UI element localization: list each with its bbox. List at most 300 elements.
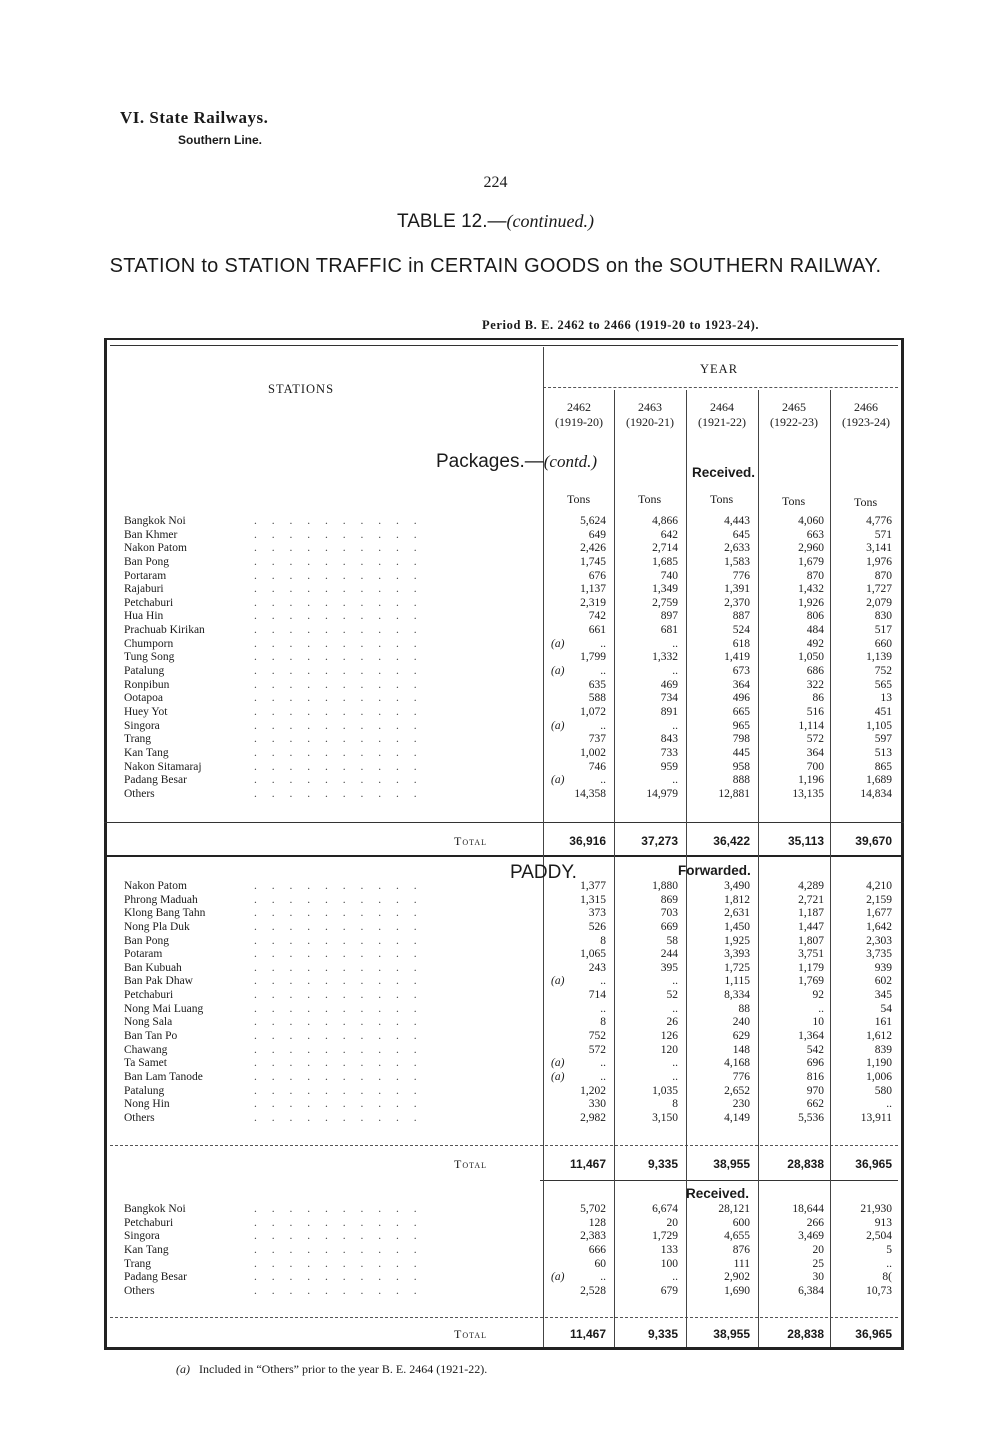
cell-value: 673 — [732, 665, 750, 678]
period-line: Period B. E. 2462 to 2466 (1919-20 to 1923-24). — [482, 318, 760, 332]
cell-value: 2,960 — [798, 542, 824, 555]
cell-value: 1,799 — [580, 651, 606, 664]
cell-value: 1,196 — [798, 774, 824, 787]
station-name: Others — [124, 787, 155, 800]
cell-value: 1,679 — [798, 555, 824, 568]
paddy-forwarded-label: Forwarded. — [678, 863, 751, 878]
total-label: Total — [454, 834, 488, 848]
cell-value: 28,121 — [718, 1203, 750, 1215]
packages-total-row — [124, 834, 892, 850]
table-row — [124, 774, 892, 788]
footnote-ref: (a) — [551, 975, 565, 988]
cell-value: 1,190 — [866, 1057, 892, 1070]
table-row — [124, 989, 892, 1003]
leader-dots: . . . . . . . . . . — [254, 1230, 423, 1243]
station-name: Nong Sala — [124, 1016, 173, 1029]
cell-value: 496 — [732, 692, 750, 705]
cell-value: 1,685 — [652, 555, 678, 568]
cell-value: 806 — [806, 610, 824, 623]
table-row — [124, 597, 892, 611]
cell-value: 1,769 — [798, 975, 824, 988]
leader-dots: . . . . . . . . . . — [254, 920, 423, 933]
cell-value: 1,002 — [580, 746, 606, 759]
cell-value: 2,652 — [724, 1084, 750, 1097]
cell-value: .. — [600, 1002, 606, 1015]
cell-value: 1,729 — [652, 1230, 678, 1243]
cell-value: .. — [672, 1057, 678, 1070]
cell-value: 669 — [660, 920, 678, 933]
cell-value: 1,450 — [724, 920, 750, 933]
cell-value: 13 — [880, 692, 892, 705]
cell-value: 8,334 — [724, 989, 750, 1002]
cell-value: 602 — [874, 975, 892, 988]
station-name: Patalung — [124, 665, 165, 678]
year-col-5 — [832, 400, 900, 430]
cell-value: 897 — [660, 610, 678, 623]
cell-value: 1,377 — [580, 880, 606, 892]
cell-value: 10 — [812, 1016, 824, 1029]
year-col-1 — [545, 400, 613, 430]
leader-dots: . . . . . . . . . . — [254, 961, 423, 974]
leader-dots: . . . . . . . . . . — [254, 1257, 423, 1270]
cell-value: 30 — [812, 1271, 824, 1284]
cell-value: .. — [600, 774, 606, 787]
cell-value: 816 — [806, 1070, 824, 1083]
cell-value: 4,149 — [724, 1111, 750, 1124]
station-name: Prachuab Kirikan — [124, 624, 205, 637]
cell-value: 1,391 — [724, 583, 750, 596]
cell-value: 12,881 — [718, 787, 750, 800]
cell-value: 26 — [666, 1016, 678, 1029]
table-row — [124, 1230, 892, 1244]
table-row — [124, 1085, 892, 1099]
cell-value: 2,426 — [580, 542, 606, 555]
station-name: Tung Song — [124, 651, 175, 664]
leader-dots: . . . . . . . . . . — [254, 515, 423, 527]
cell-value: 2,079 — [866, 596, 892, 609]
leader-dots: . . . . . . . . . . — [254, 746, 423, 759]
table-row — [124, 692, 892, 706]
cell-value: 681 — [660, 624, 678, 637]
cell-value: 3,141 — [866, 542, 892, 555]
table-label: TABLE 12.— — [397, 211, 507, 232]
cell-value: 1,139 — [866, 651, 892, 664]
table-continued: (continued.) — [506, 211, 594, 231]
cell-value: 322 — [806, 678, 824, 691]
cell-value: 635 — [588, 678, 606, 691]
cell-value: 597 — [874, 733, 892, 746]
cell-value: 1,065 — [580, 948, 606, 961]
table-row — [124, 529, 892, 543]
cell-value: .. — [672, 1271, 678, 1284]
paddy-label: PADDY. — [510, 862, 577, 883]
section-title: VI. State Railways. — [120, 108, 269, 127]
footnote-ref: (a) — [551, 637, 565, 650]
cell-value: 1,745 — [580, 555, 606, 568]
cell-value: .. — [672, 665, 678, 678]
station-name: Petchaburi — [124, 1216, 174, 1229]
leader-dots: . . . . . . . . . . — [254, 637, 423, 650]
cell-value: 2,159 — [866, 893, 892, 906]
cell-value: .. — [600, 665, 606, 678]
cell-value: 14,979 — [646, 787, 678, 800]
leader-dots: . . . . . . . . . . — [254, 528, 423, 541]
cell-value: 913 — [874, 1216, 892, 1229]
received-total-rule — [110, 1317, 898, 1318]
leader-dots: . . . . . . . . . . — [254, 678, 423, 691]
paddy-received-label: Received. — [686, 1186, 750, 1201]
leader-dots: . . . . . . . . . . — [254, 989, 423, 1002]
footnote-ref: (a) — [551, 665, 565, 678]
total-value: 37,273 — [641, 834, 678, 848]
total-value: 36,422 — [713, 834, 750, 848]
leader-dots: . . . . . . . . . . — [254, 1016, 423, 1029]
leader-dots: . . . . . . . . . . — [254, 774, 423, 787]
cell-value: 740 — [660, 569, 678, 582]
total-value: 11,467 — [569, 1157, 606, 1171]
cell-value: 1,137 — [580, 583, 606, 596]
cell-value: 4,443 — [724, 515, 750, 527]
table-row — [124, 1030, 892, 1044]
table-row — [124, 733, 892, 747]
table-row — [124, 651, 892, 665]
cell-value: 54 — [880, 1002, 892, 1015]
table-row — [124, 1044, 892, 1058]
cell-value: 345 — [874, 989, 892, 1002]
leader-dots: . . . . . . . . . . — [254, 596, 423, 609]
cell-value: 4,776 — [866, 515, 892, 527]
cell-value: 395 — [660, 961, 678, 974]
footnote-ref: (a) — [551, 1057, 565, 1070]
cell-value: 2,303 — [866, 934, 892, 947]
cell-value: 60 — [594, 1257, 606, 1270]
page-number: 224 — [483, 174, 508, 191]
leader-dots: . . . . . . . . . . — [254, 880, 423, 892]
cell-value: 776 — [732, 569, 750, 582]
cell-value: 128 — [588, 1216, 606, 1229]
leader-dots: . . . . . . . . . . — [254, 1271, 423, 1284]
cell-value: 92 — [812, 989, 824, 1002]
cell-value: 1,315 — [580, 893, 606, 906]
cell-value: 492 — [806, 637, 824, 650]
paddy-section-rule — [104, 855, 904, 857]
cell-value: 958 — [732, 760, 750, 773]
table-row — [124, 948, 892, 962]
cell-value: 4,289 — [798, 880, 824, 892]
cell-value: 4,655 — [724, 1230, 750, 1243]
station-name: Nakon Patom — [124, 880, 187, 892]
station-name: Klong Bang Tahn — [124, 907, 206, 920]
station-name: Padang Besar — [124, 774, 187, 787]
station-name: Others — [124, 1284, 155, 1297]
cell-value: 2,383 — [580, 1230, 606, 1243]
cell-value: 1,926 — [798, 596, 824, 609]
cell-value: 891 — [660, 705, 678, 718]
cell-value: 120 — [660, 1043, 678, 1056]
cell-value: 10,73 — [866, 1284, 892, 1297]
cell-value: 714 — [588, 989, 606, 1002]
cell-value: 330 — [588, 1098, 606, 1111]
unit-label: Tons — [567, 492, 591, 506]
cell-value: 13,135 — [792, 787, 824, 800]
footnote-ref: (a) — [551, 774, 565, 787]
leader-dots: . . . . . . . . . . — [254, 733, 423, 746]
cell-value: 696 — [806, 1057, 824, 1070]
leader-dots: . . . . . . . . . . — [254, 1216, 423, 1229]
station-name: Others — [124, 1111, 155, 1124]
table-row — [124, 570, 892, 584]
station-name: Kan Tang — [124, 746, 169, 759]
cell-value: 843 — [660, 733, 678, 746]
cell-value: 126 — [660, 1030, 678, 1043]
cell-value: 3,393 — [724, 948, 750, 961]
total-value: 28,838 — [787, 1157, 824, 1171]
table-row — [124, 1098, 892, 1112]
cell-value: 484 — [806, 624, 824, 637]
table-row — [124, 1258, 892, 1272]
cell-value: .. — [672, 774, 678, 787]
leader-dots: . . . . . . . . . . — [254, 610, 423, 623]
table-row — [124, 706, 892, 720]
leader-dots: . . . . . . . . . . — [254, 1243, 423, 1256]
cell-value: 1,332 — [652, 651, 678, 664]
cell-value: 649 — [588, 528, 606, 541]
table-row — [124, 542, 892, 556]
cell-value: 100 — [660, 1257, 678, 1270]
footnote-ref: (a) — [551, 719, 565, 732]
leader-dots: . . . . . . . . . . — [254, 787, 423, 800]
total-value: 35,113 — [787, 834, 824, 848]
table-row — [124, 1203, 892, 1217]
table-row — [124, 1003, 892, 1017]
cell-value: .. — [600, 1271, 606, 1284]
leader-dots: . . . . . . . . . . — [254, 975, 423, 988]
leader-dots: . . . . . . . . . . — [254, 1203, 423, 1215]
cell-value: 1,187 — [798, 907, 824, 920]
year-header: YEAR — [700, 362, 739, 376]
cell-value: 469 — [660, 678, 678, 691]
table-row — [124, 975, 892, 989]
cell-value: 1,364 — [798, 1030, 824, 1043]
table-row — [124, 1285, 892, 1299]
total-value: 38,955 — [713, 1327, 750, 1341]
cell-value: 645 — [732, 528, 750, 541]
cell-value: 364 — [806, 746, 824, 759]
cell-value: 676 — [588, 569, 606, 582]
leader-dots: . . . . . . . . . . — [254, 1030, 423, 1043]
cell-value: 2,759 — [652, 596, 678, 609]
cell-value: 14,834 — [860, 787, 892, 800]
total-value: 36,965 — [855, 1157, 892, 1171]
cell-value: 6,384 — [798, 1284, 824, 1297]
station-name: Bangkok Noi — [124, 1203, 186, 1215]
cell-value: 2,528 — [580, 1284, 606, 1297]
table-row — [124, 1016, 892, 1030]
cell-value: 733 — [660, 746, 678, 759]
cell-value: 8 — [600, 934, 606, 947]
station-name: Nakon Patom — [124, 542, 187, 555]
cell-value: 4,060 — [798, 515, 824, 527]
cell-value: .. — [672, 719, 678, 732]
cell-value: 25 — [812, 1257, 824, 1270]
cell-value: 111 — [733, 1257, 750, 1270]
cell-value: 742 — [588, 610, 606, 623]
cell-value: 1,115 — [724, 975, 750, 988]
cell-value: 1,035 — [652, 1084, 678, 1097]
leader-dots: . . . . . . . . . . — [254, 1084, 423, 1097]
cell-value: 88 — [738, 1002, 750, 1015]
paddy-received-rows — [124, 1203, 892, 1298]
leader-dots: . . . . . . . . . . — [254, 705, 423, 718]
cell-value: 2,370 — [724, 596, 750, 609]
cell-value: 752 — [874, 665, 892, 678]
cell-value: 665 — [732, 705, 750, 718]
year-be: 2463 — [638, 400, 662, 414]
cell-value: .. — [672, 1002, 678, 1015]
station-name: Trang — [124, 733, 152, 746]
table-row — [124, 935, 892, 949]
leader-dots: . . . . . . . . . . — [254, 583, 423, 596]
cell-value: 776 — [732, 1070, 750, 1083]
station-name: Chumporn — [124, 637, 174, 650]
cell-value: .. — [600, 1057, 606, 1070]
cell-value: 4,168 — [724, 1057, 750, 1070]
station-name: Phrong Maduah — [124, 893, 198, 906]
paddy-received-total-row — [124, 1327, 892, 1343]
cell-value: 752 — [588, 1030, 606, 1043]
table-row — [124, 610, 892, 624]
station-name: Trang — [124, 1257, 152, 1270]
cell-value: 734 — [660, 692, 678, 705]
table-row — [124, 1271, 892, 1285]
station-name: Nong Pla Duk — [124, 920, 190, 933]
cell-value: 1,006 — [866, 1070, 892, 1083]
table-row — [124, 747, 892, 761]
cell-value: 230 — [732, 1098, 750, 1111]
cell-value: 1,419 — [724, 651, 750, 664]
cell-value: 746 — [588, 760, 606, 773]
cell-value: 661 — [588, 624, 606, 637]
table-row — [124, 624, 892, 638]
station-name: Petchaburi — [124, 596, 174, 609]
cell-value: 1,677 — [866, 907, 892, 920]
cell-value: 18,644 — [792, 1203, 824, 1215]
total-value: 28,838 — [787, 1327, 824, 1341]
cell-value: 1,925 — [724, 934, 750, 947]
cell-value: 2,631 — [724, 907, 750, 920]
total-value: 39,670 — [855, 834, 892, 848]
packages-received-label: Received. — [692, 465, 756, 480]
footnote — [176, 1362, 487, 1377]
table-row — [124, 515, 892, 529]
cell-value: 679 — [660, 1284, 678, 1297]
table-row — [124, 1071, 892, 1085]
cell-value: 629 — [732, 1030, 750, 1043]
cell-value: 1,202 — [580, 1084, 606, 1097]
year-rule — [543, 387, 898, 388]
table-row — [124, 788, 892, 802]
station-name: Huey Yot — [124, 705, 168, 718]
station-name: Portaram — [124, 569, 167, 582]
unit-label: Tons — [782, 494, 806, 508]
station-name: Padang Besar — [124, 1271, 187, 1284]
cell-value: 1,690 — [724, 1284, 750, 1297]
leader-dots: . . . . . . . . . . — [254, 1111, 423, 1124]
cell-value: 526 — [588, 920, 606, 933]
cell-value: 1,880 — [652, 880, 678, 892]
cell-value: 1,812 — [724, 893, 750, 906]
cell-value: .. — [600, 637, 606, 650]
leader-dots: . . . . . . . . . . — [254, 1098, 423, 1111]
year-ce: (1922-23) — [770, 415, 818, 429]
cell-value: .. — [886, 1257, 892, 1270]
leader-dots: . . . . . . . . . . — [254, 1070, 423, 1083]
cell-value: 3,469 — [798, 1230, 824, 1243]
cell-value: 571 — [874, 528, 892, 541]
cell-value: 5,702 — [580, 1203, 606, 1215]
station-name: Ban Pak Dhaw — [124, 975, 193, 988]
unit-label: Tons — [854, 495, 878, 509]
cell-value: 1,583 — [724, 555, 750, 568]
cell-value: 1,807 — [798, 934, 824, 947]
cell-value: 3,490 — [724, 880, 750, 892]
cell-value: .. — [672, 637, 678, 650]
cell-value: 565 — [874, 678, 892, 691]
footnote-text: Included in “Others” prior to the year B. E. 2464 (1921-22). — [199, 1362, 488, 1376]
cell-value: 1,432 — [798, 583, 824, 596]
cell-value: 8 — [672, 1098, 678, 1111]
cell-value: 887 — [732, 610, 750, 623]
leader-dots: . . . . . . . . . . — [254, 665, 423, 678]
cell-value: 798 — [732, 733, 750, 746]
cell-value: 4,866 — [652, 515, 678, 527]
table-row — [124, 638, 892, 652]
station-name: Rajaburi — [124, 583, 164, 596]
packages-label-cont: (contd.) — [543, 452, 598, 471]
leader-dots: . . . . . . . . . . — [254, 907, 423, 920]
cell-value: 3,735 — [866, 948, 892, 961]
table-row — [124, 665, 892, 679]
packages-label-text: Packages.— — [436, 451, 544, 472]
cell-value: 86 — [812, 692, 824, 705]
cell-value: 133 — [660, 1243, 678, 1256]
cell-value: 1,725 — [724, 961, 750, 974]
station-name: Petchaburi — [124, 989, 174, 1002]
paddy-forwarded-rows — [124, 880, 892, 1126]
cell-value: .. — [672, 1070, 678, 1083]
cell-value: 600 — [732, 1216, 750, 1229]
table-row — [124, 907, 892, 921]
station-name: Ban Tan Po — [124, 1030, 178, 1043]
cell-value: .. — [600, 1070, 606, 1083]
cell-value: 869 — [660, 893, 678, 906]
leader-dots: . . . . . . . . . . — [254, 760, 423, 773]
cell-value: 865 — [874, 760, 892, 773]
cell-value: 588 — [588, 692, 606, 705]
station-name: Ban Pong — [124, 934, 170, 947]
cell-value: 870 — [806, 569, 824, 582]
year-ce: (1920-21) — [626, 415, 674, 429]
total-value: 9,335 — [647, 1157, 678, 1171]
station-name: Potaram — [124, 948, 163, 961]
cell-value: 2,319 — [580, 596, 606, 609]
station-name: Ban Khmer — [124, 528, 178, 541]
cell-value: 737 — [588, 733, 606, 746]
cell-value: 580 — [874, 1084, 892, 1097]
cell-value: 1,349 — [652, 583, 678, 596]
table-row — [124, 679, 892, 693]
packages-rows — [124, 515, 892, 801]
